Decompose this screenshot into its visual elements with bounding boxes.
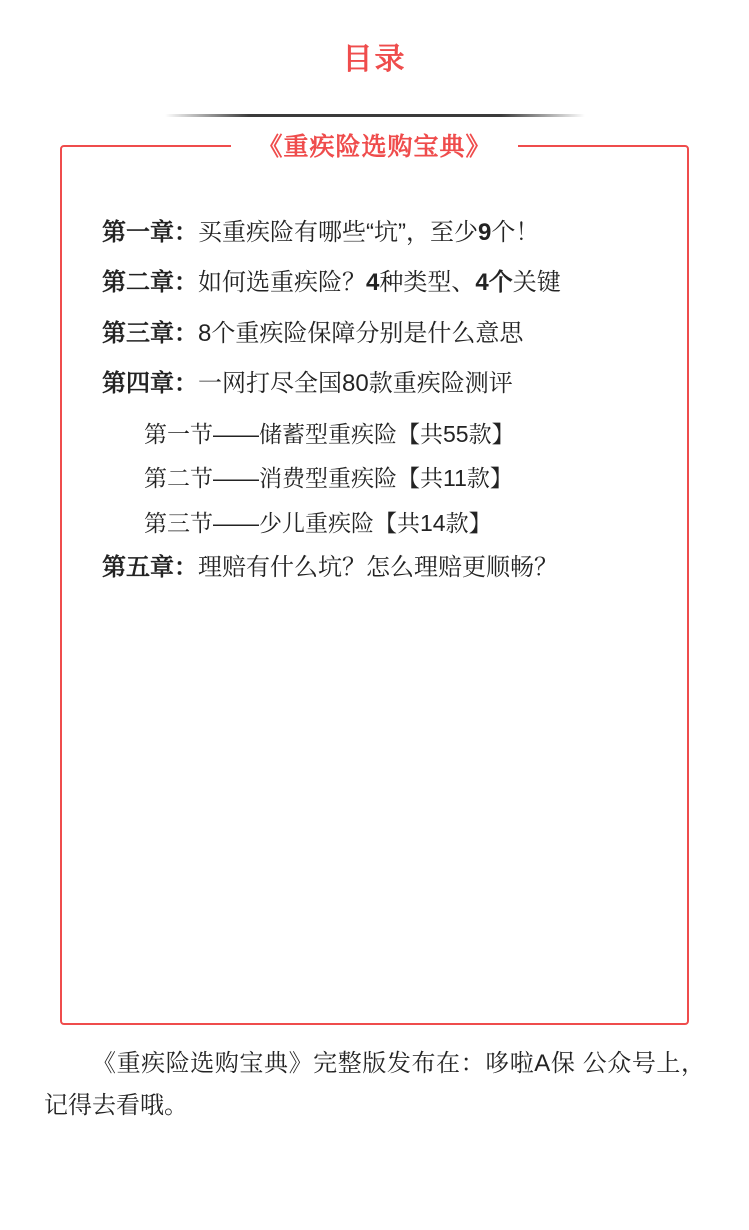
toc-entry-chapter-2 [102,261,647,305]
toc-entry-lead: 第五章： [102,554,198,582]
toc-subentry-1: 第一节——储蓄型重疾险【共55款】 [144,420,515,447]
page-title: 目录 [342,43,407,76]
toc-subentry-3: 第三节——少儿重疾险【共14款】 [144,509,492,536]
toc-entry-chapter-3 [102,312,647,356]
toc-entry-emphasis-2: 4个 [475,269,513,297]
toc-entry-text: 理赔有什么坑？怎么理赔更顺畅？ [198,554,558,582]
toc-card [60,133,689,1025]
toc-entry-text-after: 个！ [491,219,540,246]
card-heading: 《重疾险选购宝典》 [231,125,517,169]
toc-entry-chapter-5 [102,546,647,590]
footnote: 《重疾险选购宝典》完整版发布在：哆啦A保 公众号上，记得去看哦。 [44,1050,705,1119]
title-divider [165,114,585,117]
toc-entry-lead: 第一章： [102,219,198,246]
card-heading-wrap [62,125,687,169]
toc-entry-text: 买重疾险有哪些“坑”，至少 [198,219,478,246]
toc-entry-chapter-4 [102,362,647,406]
toc-list [102,211,647,591]
toc-entry-lead: 第二章： [102,269,198,297]
toc-entry-emphasis: 4 [366,269,380,297]
toc-entry-text: 8个重疾险保障分别是什么意思 [198,319,524,347]
toc-subentry-2: 第二节——消费型重疾险【共11款】 [144,465,513,492]
toc-entry-text-after: 关键 [512,269,561,297]
toc-entry-lead: 第四章： [102,370,198,398]
toc-entry-chapter-1 [102,211,647,255]
toc-entry-emphasis: 9 [477,219,492,246]
toc-entry-lead: 第三章： [102,319,198,347]
toc-entry-text: 一网打尽全国80款重疾险测评 [198,370,513,398]
toc-entry-text: 如何选重疾险？ [198,269,366,297]
toc-entry-mid: 种类型、 [379,269,476,297]
